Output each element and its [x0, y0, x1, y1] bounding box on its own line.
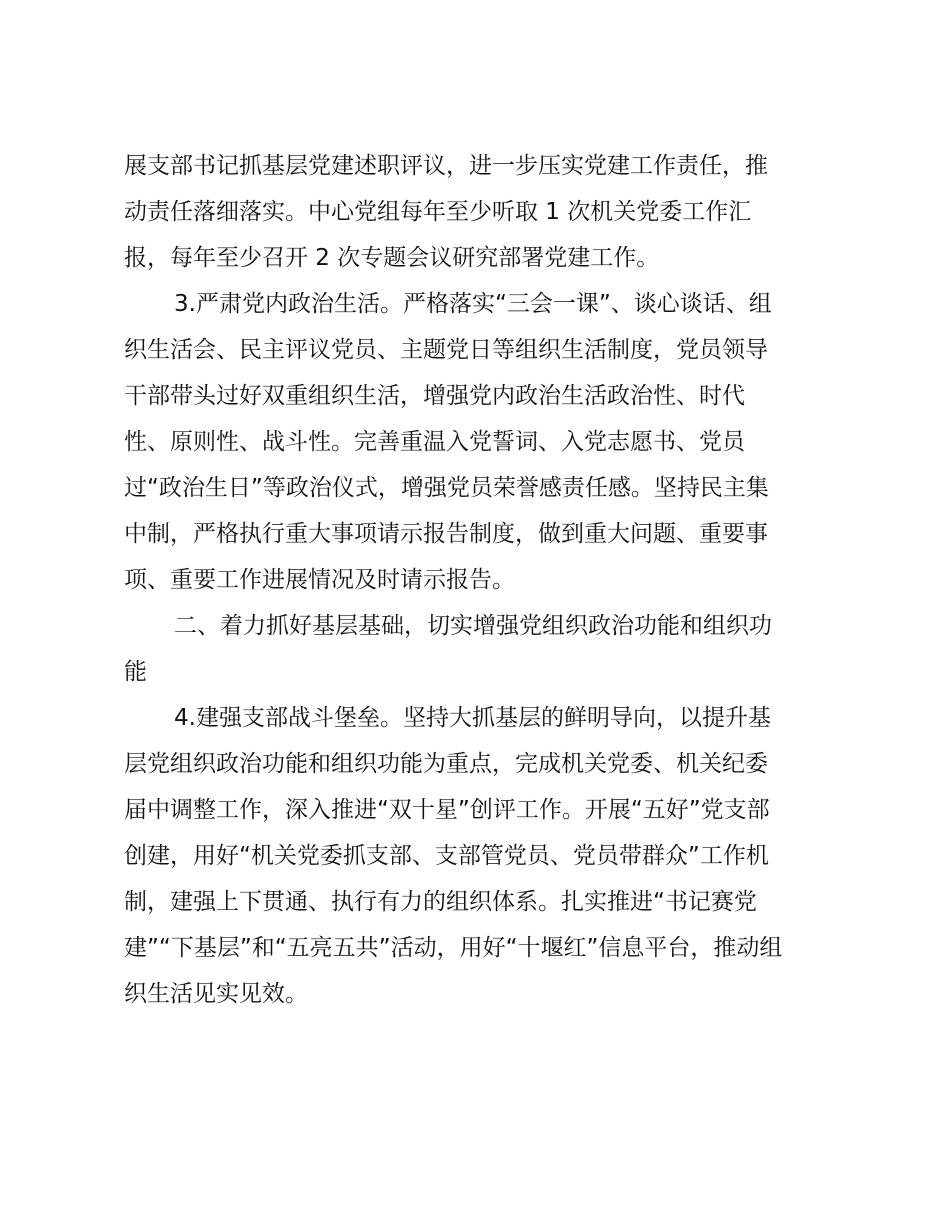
document-body	[124, 143, 844, 1017]
text-line: 干部带头过好双重组织生活，增强党内政治生活政治性、时代	[124, 383, 745, 409]
text-line: 层党组织政治功能和组织功能为重点，完成机关党委、机关纪委	[124, 751, 768, 777]
text-line: 织生活见实见效。	[124, 981, 308, 1007]
text-line: 动责任落细落实。中心党组每年至少听取 1 次机关党委工作汇	[124, 199, 752, 225]
text-line: 过“政治生日”等政治仪式，增强党员荣誉感责任感。坚持民主集	[124, 475, 769, 501]
section-heading-line: 二、着力抓好基层基础，切实增强党组织政治功能和组织功	[174, 613, 772, 639]
section-heading-line: 能	[124, 659, 147, 685]
paragraph-heading-line: 4.建强支部战斗堡垒。坚持大抓基层的鲜明导向，以提升基	[174, 705, 771, 731]
text-line: 届中调整工作，深入推进“双十星”创评工作。开展“五好”党支部	[124, 797, 770, 823]
text-line: 制，建强上下贯通、执行有力的组织体系。扎实推进“书记赛党	[124, 889, 757, 915]
text-line: 项、重要工作进展情况及时请示报告。	[124, 567, 515, 593]
text-line: 建”“下基层”和“五亮五共”活动，用好“十堰红”信息平台，推动组	[124, 935, 783, 961]
text-line: 报，每年至少召开 2 次专题会议研究部署党建工作。	[124, 245, 660, 271]
text-line: 展支部书记抓基层党建述职评议，进一步压实党建工作责任，推	[124, 153, 768, 179]
paragraph-heading-line: 3.严肃党内政治生活。严格落实“三会一课”、谈心谈话、组	[174, 291, 772, 317]
text-line: 织生活会、民主评议党员、主题党日等组织生活制度，党员领导	[124, 337, 768, 363]
text-line: 性、原则性、战斗性。完善重温入党誓词、入党志愿书、党员	[124, 429, 745, 455]
text-line: 创建，用好“机关党委抓支部、支部管党员、党员带群众”工作机	[124, 843, 769, 869]
text-line: 中制，严格执行重大事项请示报告制度，做到重大问题、重要事	[124, 521, 768, 547]
